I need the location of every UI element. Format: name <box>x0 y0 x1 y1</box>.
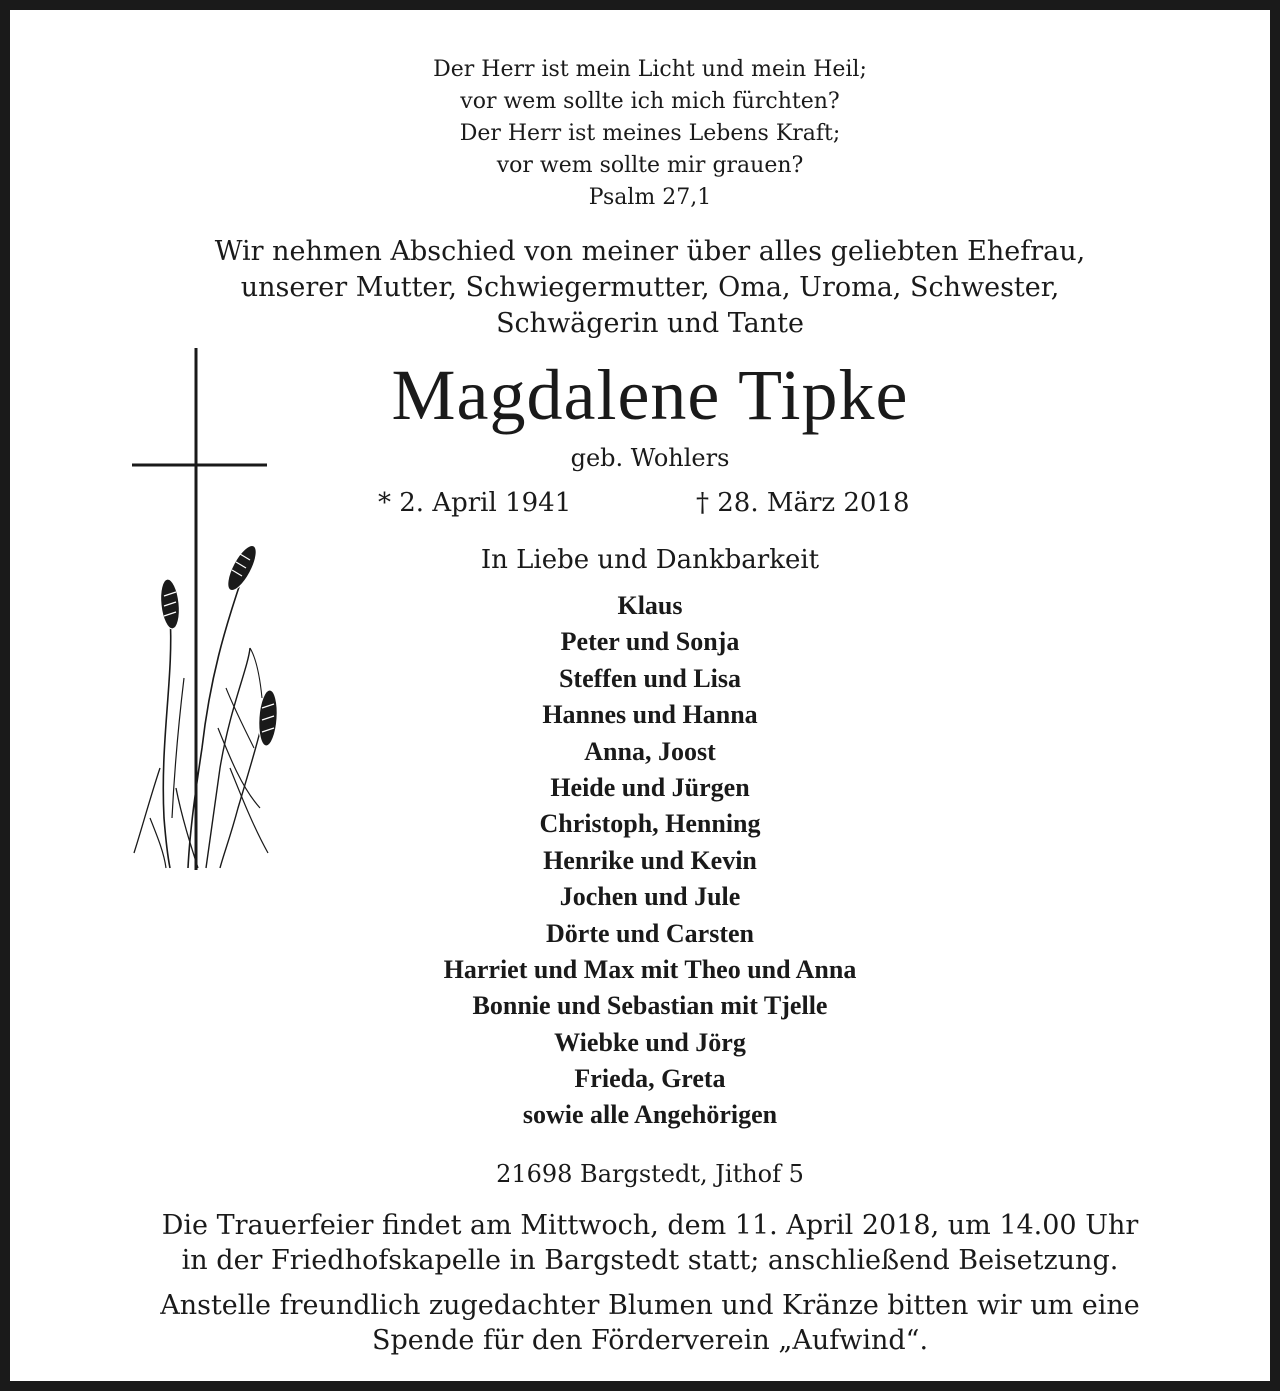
list-item: Hannes und Hanna <box>542 700 758 730</box>
ceremony-line: in der Friedhofskapelle in Bargstedt statt; anschließend Beisetzung. <box>181 1245 1119 1276</box>
donation-line: Anstelle freundlich zugedachter Blumen und Kränze bitten wir um eine <box>160 1290 1140 1321</box>
list-item: Henrike und Kevin <box>543 845 757 875</box>
list-item: Wiebke und Jörg <box>554 1027 746 1057</box>
donation-info <box>10 1288 1280 1358</box>
list-item: Harriet und Max mit Theo und Anna <box>443 954 857 984</box>
deceased-name: Magdalene Tipke <box>391 355 909 435</box>
psalm-line: vor wem sollte mir grauen? <box>496 153 804 178</box>
farewell-intro <box>10 234 1280 342</box>
donation-line: Spende für den Förderverein „Aufwind“. <box>371 1325 929 1356</box>
intro-line: Schwägerin und Tante <box>496 308 804 339</box>
death-date: † 28. März 2018 <box>696 488 910 518</box>
list-item: Bonnie und Sebastian mit Tjelle <box>472 991 828 1021</box>
psalm-line: Der Herr ist meines Lebens Kraft; <box>459 121 841 146</box>
birth-date: * 2. April 1941 <box>378 488 572 518</box>
list-item: Heide und Jürgen <box>550 772 750 802</box>
psalm-quote <box>10 54 1280 214</box>
list-item: Frieda, Greta <box>574 1064 726 1094</box>
list-item: Klaus <box>617 591 683 620</box>
intro-line: unserer Mutter, Schwiegermutter, Oma, Uroma, Schwester, <box>240 272 1060 303</box>
ceremony-info <box>10 1208 1280 1278</box>
list-item: Peter und Sonja <box>560 627 740 657</box>
list-item: Dörte und Carsten <box>546 918 754 948</box>
birth-name: geb. Wohlers <box>570 444 730 472</box>
list-item: Anna, Joost <box>584 736 716 766</box>
list-item: Jochen und Jule <box>559 882 741 912</box>
address: 21698 Bargstedt, Jithof 5 <box>496 1160 804 1188</box>
intro-line: Wir nehmen Abschied von meiner über alles geliebten Ehefrau, <box>214 236 1086 267</box>
psalm-reference: Psalm 27,1 <box>588 185 712 210</box>
list-item: Steffen und Lisa <box>558 663 742 693</box>
ceremony-line: Die Trauerfeier findet am Mittwoch, dem 11. April 2018, um 14.00 Uhr <box>161 1210 1139 1241</box>
thanks-line: In Liebe und Dankbarkeit <box>480 545 820 575</box>
mourners-list <box>10 588 1280 1134</box>
psalm-line: vor wem sollte ich mich fürchten? <box>460 89 840 114</box>
psalm-line: Der Herr ist mein Licht und mein Heil; <box>433 57 867 82</box>
list-item: Christoph, Henning <box>539 809 761 839</box>
list-item: sowie alle Angehörigen <box>522 1100 778 1130</box>
